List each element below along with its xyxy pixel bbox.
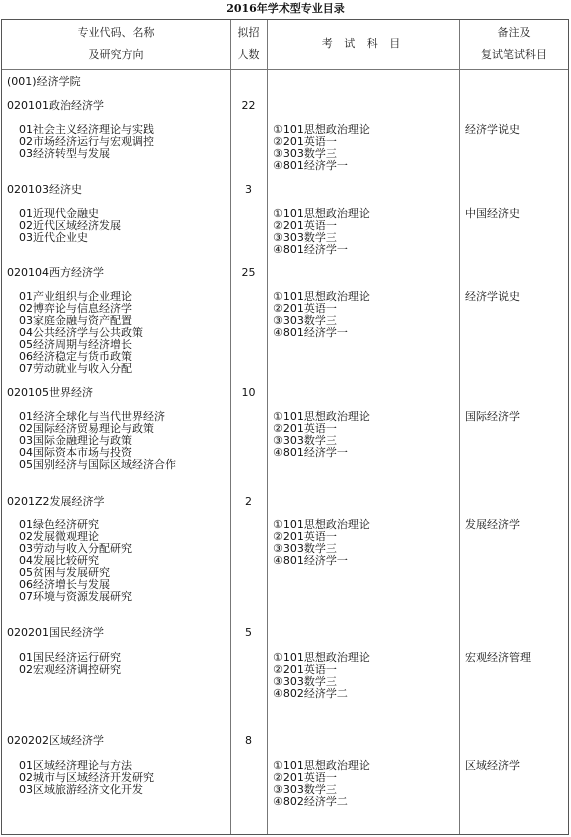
- retest-subject: 国际经济学: [465, 410, 520, 423]
- exam-list: ①101思想政治理论 ②201英语一 ③303数学三 ④802经济学二: [273, 651, 370, 700]
- retest-subject: 中国经济史: [465, 207, 520, 220]
- major-code: 020104西方经济学: [7, 266, 104, 279]
- header-divider: [2, 69, 568, 70]
- major-code: 020105世界经济: [7, 386, 93, 399]
- quota-value: 3: [245, 183, 252, 196]
- quota-value: 22: [241, 99, 256, 112]
- direction-list: 01产业组织与企业理论 02博弈论与信息经济学 03家庭金融与资产配置 04公共经济学与公共政策 05经济周期与经济增长 06经济稳定与货币政策 07劳动就业与收入分配: [19, 290, 143, 375]
- exam-list: ①101思想政治理论 ②201英语一 ③303数学三 ④801经济学一: [273, 123, 370, 172]
- exam-list: ①101思想政治理论 ②201英语一 ③303数学三 ④801经济学一: [273, 518, 370, 567]
- exam-list: ①101思想政治理论 ②201英语一 ③303数学三 ④802经济学二: [273, 759, 370, 808]
- direction-list: 01近现代金融史 02近代区域经济发展 03近代企业史: [19, 207, 121, 244]
- header-major: 专业代码、名称 及研究方向: [77, 26, 155, 61]
- exam-list: ①101思想政治理论 ②201英语一 ③303数学三 ④801经济学一: [273, 207, 370, 256]
- column-divider: [459, 20, 460, 834]
- header-quota: 拟招 人数: [237, 26, 260, 61]
- retest-subject: 区域经济学: [465, 759, 520, 772]
- exam-list: ①101思想政治理论 ②201英语一 ③303数学三 ④801经济学一: [273, 290, 370, 339]
- header-exams: 考 试 科 目: [321, 37, 405, 50]
- direction-list: 01国民经济运行研究 02宏观经济调控研究: [19, 651, 121, 676]
- quota-value: 5: [245, 626, 252, 639]
- major-code: 020202区域经济学: [7, 734, 104, 747]
- school-name: (001)经济学院: [7, 75, 81, 88]
- retest-subject: 经济学说史: [465, 123, 520, 136]
- direction-list: 01经济全球化与当代世界经济 02国际经济贸易理论与政策 03国际金融理论与政策 04国际资本市场与投资 05国别经济与国际区域经济合作: [19, 410, 176, 471]
- column-divider: [267, 20, 268, 834]
- major-code: 020101政治经济学: [7, 99, 104, 112]
- direction-list: 01社会主义经济理论与实践 02市场经济运行与宏观调控 03经济转型与发展: [19, 123, 154, 160]
- quota-value: 10: [241, 386, 256, 399]
- major-code: 020201国民经济学: [7, 626, 104, 639]
- major-code: 020103经济史: [7, 183, 82, 196]
- quota-value: 8: [245, 734, 252, 747]
- catalog-table: [1, 19, 569, 835]
- retest-subject: 发展经济学: [465, 518, 520, 531]
- retest-subject: 经济学说史: [465, 290, 520, 303]
- exam-list: ①101思想政治理论 ②201英语一 ③303数学三 ④801经济学一: [273, 410, 370, 459]
- major-code: 0201Z2发展经济学: [7, 495, 105, 508]
- direction-list: 01绿色经济研究 02发展微观理论 03劳动与收入分配研究 04发展比较研究 05贫困与发展研究 06经济增长与发展 07环境与资源发展研究: [19, 518, 132, 603]
- direction-list: 01区域经济理论与方法 02城市与区域经济开发研究 03区域旅游经济文化开发: [19, 759, 154, 796]
- header-notes: 备注及 复试笔试科目: [481, 26, 547, 61]
- retest-subject: 宏观经济管理: [465, 651, 531, 664]
- quota-value: 25: [241, 266, 256, 279]
- column-divider: [230, 20, 231, 834]
- quota-value: 2: [245, 495, 252, 508]
- page-title: 2016年学术型专业目录: [226, 2, 345, 15]
